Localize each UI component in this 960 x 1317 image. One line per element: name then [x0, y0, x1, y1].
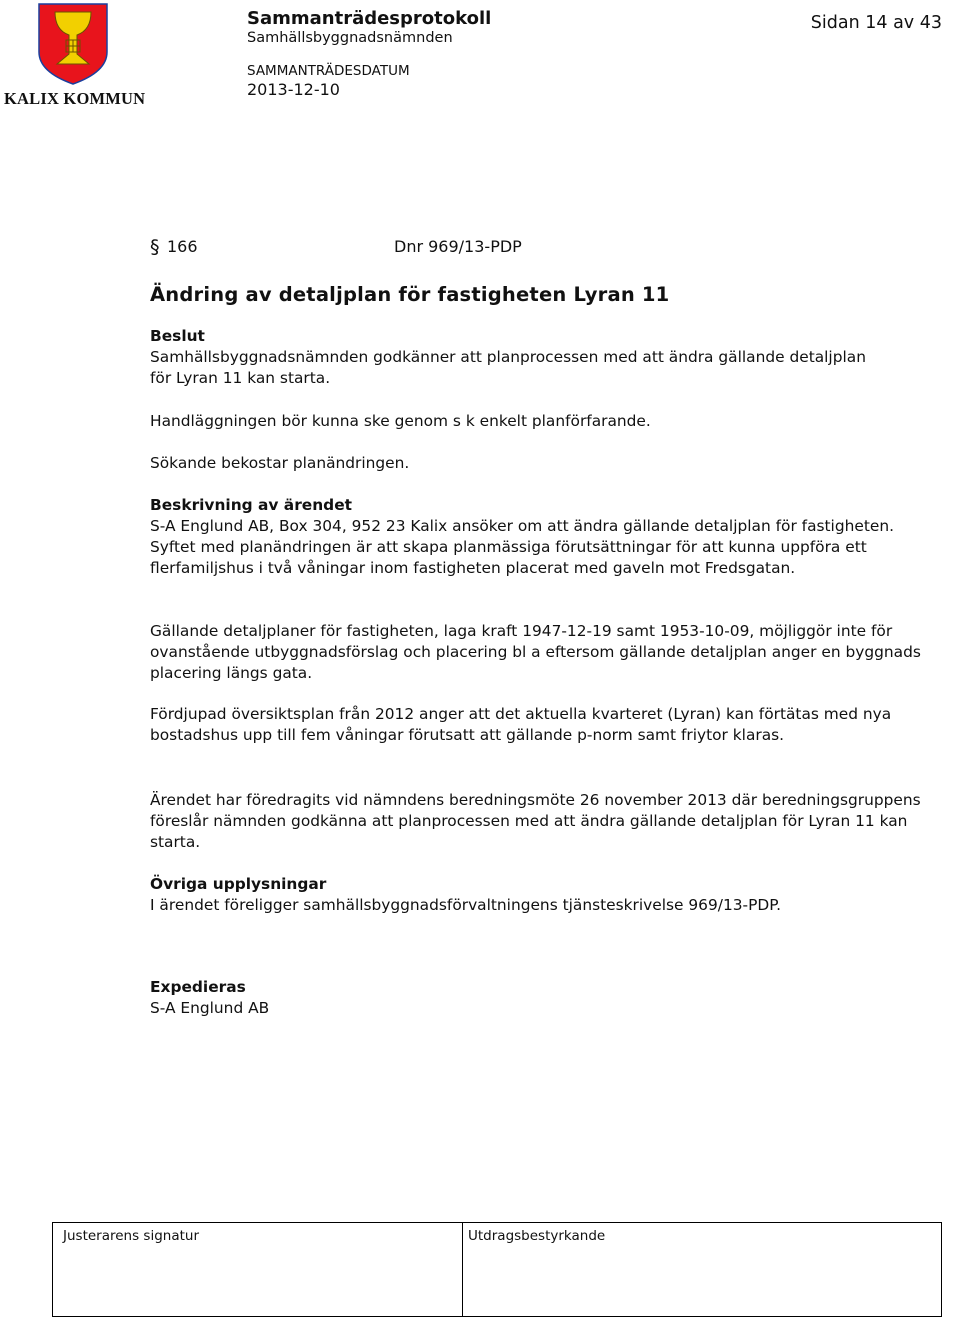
decision-paragraph: Samhällsbyggnadsnämnden godkänner att planprocessen med att ändra gällande detaljplan för Lyran 11 kan starta.	[150, 348, 866, 387]
case-number: 166	[167, 237, 198, 256]
signature-table	[52, 1222, 942, 1317]
diary-number: Dnr 969/13-PDP	[394, 237, 522, 256]
page-number: Sidan 14 av 43	[810, 13, 942, 33]
other-info-paragraph: I ärendet föreligger samhällsbyggnadsförvaltningens tjänsteskrivelse 969/13-PDP.	[150, 896, 781, 914]
decision-section	[150, 326, 930, 389]
other-info-heading: Övriga upplysningar	[150, 875, 327, 893]
municipality-name: KALIX KOMMUN	[4, 89, 146, 108]
kalix-coat-of-arms-icon	[3, 2, 143, 86]
decision-heading: Beslut	[150, 327, 205, 345]
other-info-section	[150, 874, 930, 916]
extract-certification-label: Utdragsbestyrkande	[468, 1228, 606, 1244]
decision-paragraph-2: Handläggningen bör kunna ske genom s k enkelt planförfarande.	[150, 412, 651, 430]
distribution-section	[150, 977, 930, 1019]
distribution-recipient: S-A Englund AB	[150, 999, 270, 1017]
description-paragraph-3: Fördjupad översiktsplan från 2012 anger att det aktuella kvarteret (Lyran) kan förtätas med nya bostadshus upp till fem våningar förutsatt att gällande p-norm samt friytor klaras.	[150, 705, 892, 744]
description-paragraph-2: Gällande detaljplaner för fastigheten, laga kraft 1947-12-19 samt 1953-10-09, möjliggör inte för ovanstående utbyggnadsförslag och placering bl a eftersom gällande detaljplan anger en byggnads placering längs gata.	[150, 622, 921, 682]
decision-paragraph-3: Sökande bekostar planändringen.	[150, 454, 410, 472]
description-paragraph: S-A Englund AB, Box 304, 952 23 Kalix ansöker om att ändra gällande detaljplan för fastigheten. Syftet med planändringen är att skapa planmässiga förutsättningar för att kunna uppföra ett flerfamiljshus i två våningar inom fastigheten placerat med gaveln mot Fredsgatan.	[150, 517, 894, 577]
committee-name: Samhällsbyggnadsnämnden	[247, 30, 453, 46]
case-title: Ändring av detaljplan för fastigheten Lyran 11	[150, 283, 670, 306]
meeting-date-label: SAMMANTRÄDESDATUM	[247, 63, 410, 79]
meeting-date: 2013-12-10	[247, 80, 340, 99]
distribution-heading: Expedieras	[150, 978, 246, 996]
description-section	[150, 495, 930, 579]
justerare-signature-label: Justerarens signatur	[63, 1228, 200, 1244]
document-type: Sammanträdesprotokoll	[247, 8, 492, 29]
description-paragraph-4: Ärendet har föredragits vid nämndens beredningsmöte 26 november 2013 där beredningsgruppens föreslår nämnden godkänna att planprocessen med att ändra gällande detaljplan för Lyran 11 kan starta.	[150, 791, 921, 851]
signature-table-divider	[462, 1223, 463, 1316]
section-symbol: §	[150, 236, 160, 258]
description-heading: Beskrivning av ärendet	[150, 496, 352, 514]
